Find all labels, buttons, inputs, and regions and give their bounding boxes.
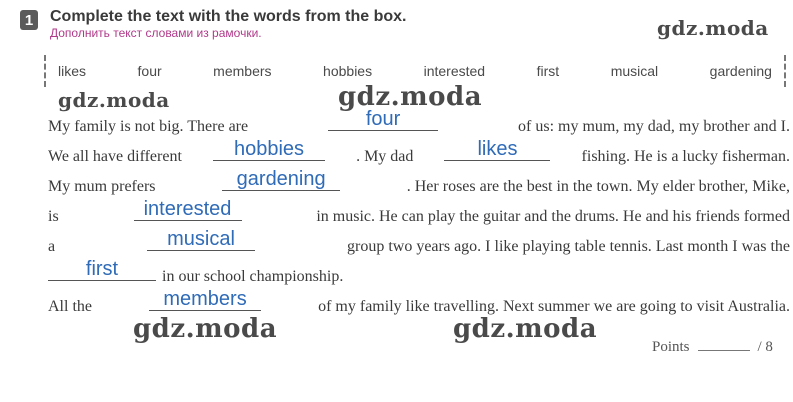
exercise-number: 1 <box>20 10 38 30</box>
watermark: gdz.moda <box>453 314 598 344</box>
text-segment: group two years ago. I like playing table tennis. Last month I was the <box>346 238 790 255</box>
word-box-item: gardening <box>709 63 772 79</box>
text-segment: . Her roses are the best in the town. My elder brother, Mike, <box>406 178 790 195</box>
word-box-item: first <box>536 63 560 79</box>
text-segment: My family is not big. There are <box>48 118 249 135</box>
points-line <box>652 338 773 356</box>
watermark: gdz.moda <box>58 88 170 112</box>
answer-blank <box>213 138 325 161</box>
answer-text: members <box>163 288 247 310</box>
points-blank <box>698 338 750 351</box>
text-segment: of us: my mum, my dad, my brother and I. <box>518 118 790 135</box>
text-segment: We all have different <box>48 148 182 165</box>
text-line-1 <box>48 108 790 138</box>
answer-text: gardening <box>236 168 326 190</box>
answer-text: likes <box>477 138 518 160</box>
answer-text: hobbies <box>233 138 305 160</box>
answer-blank <box>222 168 340 191</box>
answer-blank <box>147 228 255 251</box>
watermark: gdz.moda <box>657 16 769 40</box>
text-line-5 <box>48 228 790 258</box>
text-line-6 <box>48 258 344 288</box>
answer-text: first <box>85 258 119 280</box>
text-line-3 <box>48 168 790 198</box>
text-segment: is <box>48 208 59 225</box>
text-segment: My mum prefers <box>48 178 156 195</box>
answer-blank <box>444 138 550 161</box>
watermark: gdz.moda <box>133 314 278 344</box>
answer-blank <box>48 258 156 281</box>
answer-blank <box>328 108 438 131</box>
answer-blank <box>149 288 261 311</box>
text-segment: in music. He can play the guitar and the drums. He and his friends formed <box>316 208 790 225</box>
word-box-item: likes <box>58 63 87 79</box>
answer-text: musical <box>167 228 235 250</box>
text-segment: in our school championship. <box>162 268 344 285</box>
word-box-item: musical <box>610 63 659 79</box>
exercise-title: Complete the text with the words from the box. <box>50 8 407 25</box>
word-box-item: interested <box>423 63 486 79</box>
text-segment: of my family like travelling. Next summer we are going to visit Australia. <box>318 298 790 315</box>
points-label: Points <box>652 339 690 355</box>
word-box-item: four <box>137 63 162 79</box>
text-line-4 <box>48 198 790 228</box>
exercise-subtitle: Дополнить текст словами из рамочки. <box>50 26 262 40</box>
answer-text: interested <box>143 198 232 220</box>
word-box-item: hobbies <box>323 63 373 79</box>
text-segment: fishing. He is a lucky fisherman. <box>581 148 790 165</box>
watermark: gdz.moda <box>338 82 483 112</box>
text-segment: All the <box>48 298 92 315</box>
text-line-2 <box>48 138 790 168</box>
text-segment: a <box>48 238 56 255</box>
points-total: / 8 <box>757 339 773 355</box>
answer-blank <box>134 198 242 221</box>
text-segment: . My dad <box>356 148 414 165</box>
word-box-item: members <box>213 63 272 79</box>
answer-text: four <box>365 108 401 130</box>
